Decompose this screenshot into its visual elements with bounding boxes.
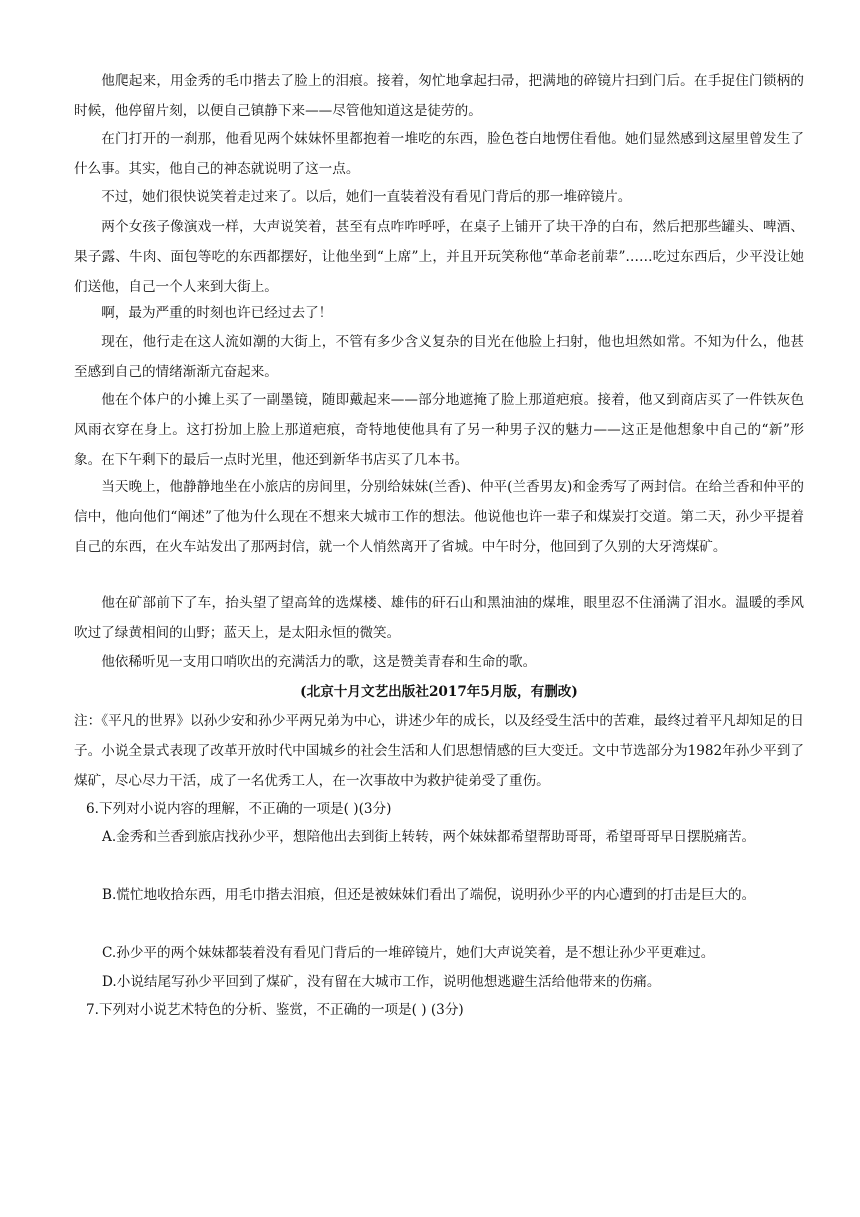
passage-paragraph-1: 他爬起来，用金秀的毛巾揩去了脸上的泪痕。接着，匆忙地拿起扫帚，把满地的碎镜片扫到门后。在手捉住门锁柄的时候，他停留片刻，以便自己镇静下来——尽管他知道这是徒劳的。: [74, 73, 804, 119]
question-6-option-d: D.小说结尾写孙少平回到了煤矿，没有留在大城市工作，说明他想逃避生活给他带来的伤痛。: [102, 974, 661, 990]
passage-paragraph-8: 当天晚上，他静静地坐在小旅店的房间里，分别给妹妹(兰香)、仲平(兰香男友)和金秀写了两封信。在给兰香和仲平的信中，他向他们“阐述”了他为什么现在不想来大城市工作的想法。他说他也许一辈子和煤炭打交道。第二天，孙少平提着自己的东西，在火车站发出了那两封信，就一个人悄然离开了省城。中午时分，他回到了久别的大牙湾煤矿。: [74, 479, 804, 555]
passage-paragraph-5: 啊，最为严重的时刻也许已经过去了！: [101, 305, 333, 321]
passage-paragraph-7: 他在个体户的小摊上买了一副墨镜，随即戴起来——部分地遮掩了脸上那道疤痕。接着，他又到商店买了一件铁灰色风雨衣穿在身上。这打扮加上脸上那道疤痕，奇特地使他具有了另一种男子汉的魅力——这正是他想象中自己的“新”形象。在下午剩下的最后一点时光里，他还到新华书店买了几本书。: [74, 392, 804, 468]
passage-paragraph-6: 现在，他行走在这人流如潮的大街上，不管有多少含义复杂的目光在他脸上扫射，他也坦然如常。不知为什么，他甚至感到自己的情绪渐渐亢奋起来。: [74, 334, 804, 380]
question-6-option-a: A.金秀和兰香到旅店找孙少平，想陪他出去到街上转转，两个妹妹都希望帮助哥哥，希望哥哥早日摆脱痛苦。: [102, 829, 756, 845]
question-6-option-b: B.慌忙地收拾东西，用毛巾揩去泪痕，但还是被妹妹们看出了端倪，说明孙少平的内心遭到的打击是巨大的。: [102, 887, 756, 903]
passage-paragraph-4: 两个女孩子像演戏一样，大声说笑着，甚至有点咋咋呼呼，在桌子上铺开了块干净的白布，然后把那些罐头、啤酒、果子露、牛肉、面包等吃的东西都摆好，让他坐到“上席”上，并且开玩笑称他“革命老前辈”……吃过东西后，少平没让她们送他，自己一个人来到大街上。: [74, 219, 804, 295]
annotation-note: 注：《平凡的世界》以孙少安和孙少平两兄弟为中心，讲述少年的成长，以及经受生活中的苦难，最终过着平凡却知足的日子。小说全景式表现了改革开放时代中国城乡的社会生活和人们思想情感的巨大变迁。文中节选部分为1982年孙少平到了煤矿，尽心尽力干活，成了一名优秀工人，在一次事故中为救护徒弟受了重伤。: [74, 713, 804, 789]
question-6-stem: 6.下列对小说内容的理解，不正确的一项是( )(3分): [86, 801, 392, 817]
source-citation: (北京十月文艺出版社2017年5月版，有删改): [300, 684, 578, 700]
passage-paragraph-9: 他在矿部前下了车，抬头望了望高耸的选煤楼、雄伟的矸石山和黑油油的煤堆，眼里忍不住涌满了泪水。温暖的季风吹过了绿黄相间的山野；蓝天上，是太阳永恒的微笑。: [74, 595, 804, 641]
passage-paragraph-2: 在门打开的一刹那，他看见两个妹妹怀里都抱着一堆吃的东西，脸色苍白地愣住看他。她们显然感到这屋里曾发生了什么事。其实，他自己的神态就说明了这一点。: [74, 131, 804, 177]
question-7-stem: 7.下列对小说艺术特色的分析、鉴赏，不正确的一项是( ) (3分): [86, 1002, 464, 1018]
passage-paragraph-10: 他依稀听见一支用口哨吹出的充满活力的歌，这是赞美青春和生命的歌。: [101, 654, 537, 670]
question-6-option-c: C.孙少平的两个妹妹都装着没有看见门背后的一堆碎镜片，她们大声说笑着，是不想让孙少平更难过。: [102, 945, 715, 961]
passage-paragraph-3: 不过，她们很快说笑着走过来了。以后，她们一直装着没有看见门背后的那一堆碎镜片。: [101, 189, 632, 205]
